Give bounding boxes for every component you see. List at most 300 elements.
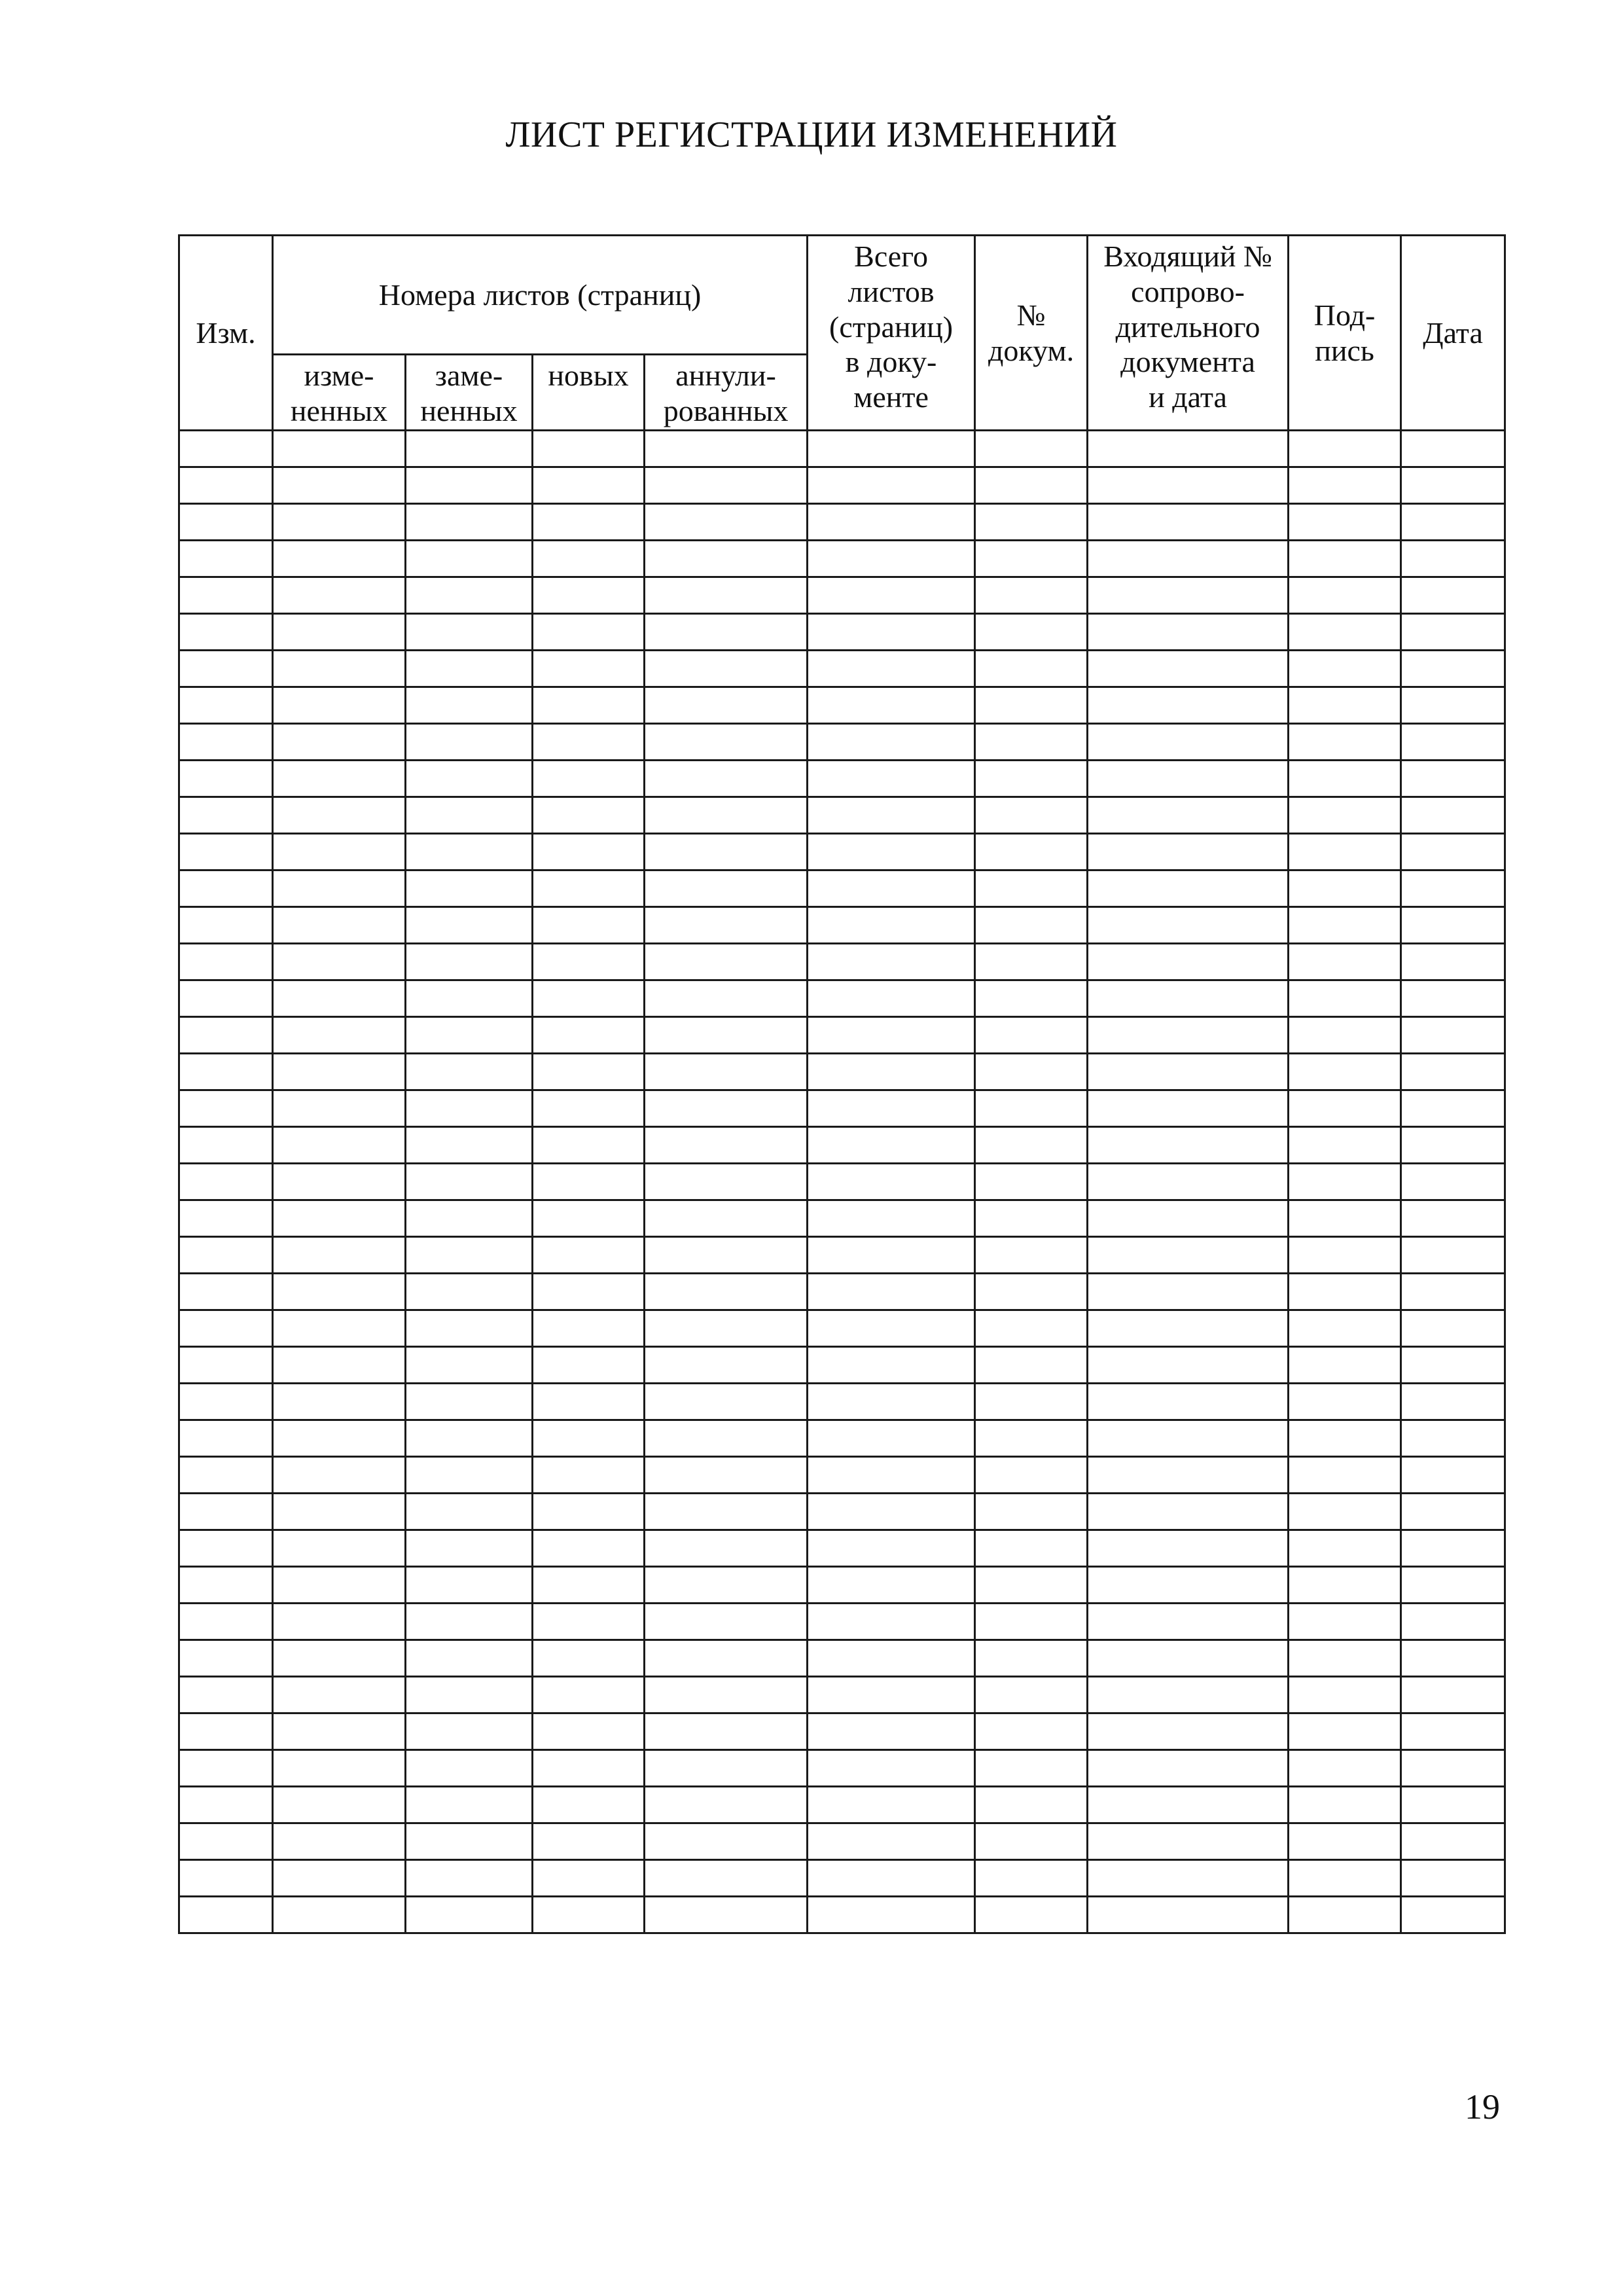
table-row [179, 1530, 1505, 1567]
table-cell [406, 1897, 533, 1933]
table-cell [975, 577, 1088, 614]
table-cell [1289, 1347, 1401, 1384]
table-cell [808, 1127, 975, 1164]
table-cell [808, 1567, 975, 1604]
table-cell [975, 1640, 1088, 1677]
table-cell [273, 1127, 406, 1164]
table-cell [273, 541, 406, 577]
table-cell [273, 467, 406, 504]
table-cell [808, 467, 975, 504]
table-row [179, 834, 1505, 870]
table-row [179, 1384, 1505, 1420]
table-cell [1401, 1164, 1505, 1200]
table-cell [179, 1787, 273, 1823]
header-changed: изме- ненных [273, 355, 406, 431]
table-cell [179, 980, 273, 1017]
table-cell [808, 1457, 975, 1494]
table-cell [1088, 1017, 1289, 1054]
table-cell [975, 1420, 1088, 1457]
table-cell [1401, 907, 1505, 944]
table-cell [1088, 870, 1289, 907]
table-cell [533, 1567, 645, 1604]
table-cell [1401, 1420, 1505, 1457]
table-cell [273, 797, 406, 834]
header-incoming-document: Входящий № сопрово- дительного документа и дата [1088, 236, 1289, 431]
table-cell [406, 1860, 533, 1897]
table-cell [406, 1567, 533, 1604]
table-cell [533, 651, 645, 687]
table-cell [645, 431, 808, 467]
table-row [179, 431, 1505, 467]
table-cell [406, 724, 533, 761]
table-cell [179, 541, 273, 577]
table-cell [1289, 1567, 1401, 1604]
table-cell [179, 1127, 273, 1164]
table-row [179, 797, 1505, 834]
table-cell [808, 1090, 975, 1127]
table-cell [533, 944, 645, 980]
table-cell [645, 687, 808, 724]
table-cell [975, 980, 1088, 1017]
table-cell [645, 834, 808, 870]
table-cell [975, 944, 1088, 980]
table-cell [1289, 1090, 1401, 1127]
table-cell [1289, 1054, 1401, 1090]
table-cell [1088, 1310, 1289, 1347]
table-cell [1401, 980, 1505, 1017]
table-cell [808, 1237, 975, 1274]
table-row [179, 1823, 1505, 1860]
table-cell [273, 1384, 406, 1420]
table-cell [1088, 1274, 1289, 1310]
table-cell [645, 1127, 808, 1164]
table-cell [975, 1823, 1088, 1860]
table-cell [179, 1750, 273, 1787]
table-cell [179, 1164, 273, 1200]
table-cell [645, 1384, 808, 1420]
table-cell [645, 1090, 808, 1127]
table-cell [1289, 1640, 1401, 1677]
table-cell [808, 797, 975, 834]
table-row [179, 1860, 1505, 1897]
table-cell [1088, 614, 1289, 651]
table-cell [179, 577, 273, 614]
table-cell [808, 1200, 975, 1237]
table-cell [1088, 980, 1289, 1017]
table-cell [1401, 1274, 1505, 1310]
table-cell [1401, 1384, 1505, 1420]
table-cell [975, 1164, 1088, 1200]
table-cell [406, 1787, 533, 1823]
table-cell [1088, 1750, 1289, 1787]
table-row [179, 467, 1505, 504]
table-row [179, 1567, 1505, 1604]
table-cell [179, 797, 273, 834]
table-cell [1401, 467, 1505, 504]
table-cell [1401, 614, 1505, 651]
table-cell [808, 651, 975, 687]
table-cell [1088, 541, 1289, 577]
table-cell [1289, 541, 1401, 577]
table-cell [179, 651, 273, 687]
table-cell [533, 1604, 645, 1640]
table-cell [1401, 944, 1505, 980]
table-cell [645, 1200, 808, 1237]
table-cell [975, 1787, 1088, 1823]
table-cell [273, 1530, 406, 1567]
table-row [179, 980, 1505, 1017]
table-cell [1401, 1237, 1505, 1274]
table-row [179, 761, 1505, 797]
table-cell [533, 724, 645, 761]
table-cell [808, 1897, 975, 1933]
table-cell [1289, 504, 1401, 541]
header-total-sheets: Всего листов (страниц) в доку- менте [808, 236, 975, 431]
table-cell [1289, 1384, 1401, 1420]
table-row [179, 614, 1505, 651]
table-cell [533, 687, 645, 724]
table-cell [808, 1164, 975, 1200]
table-cell [273, 1090, 406, 1127]
table-cell [273, 1604, 406, 1640]
table-cell [975, 1237, 1088, 1274]
table-cell [179, 1897, 273, 1933]
table-cell [1401, 1860, 1505, 1897]
table-cell [406, 834, 533, 870]
table-cell [273, 1054, 406, 1090]
table-cell [1401, 1347, 1505, 1384]
table-cell [1289, 614, 1401, 651]
table-cell [1289, 980, 1401, 1017]
table-cell [406, 687, 533, 724]
table-cell [645, 1677, 808, 1713]
table-cell [645, 761, 808, 797]
table-cell [179, 1677, 273, 1713]
table-cell [808, 1347, 975, 1384]
table-cell [975, 1384, 1088, 1420]
table-cell [1289, 1604, 1401, 1640]
table-cell [1088, 1420, 1289, 1457]
table-cell [273, 761, 406, 797]
table-row [179, 1090, 1505, 1127]
table-cell [975, 467, 1088, 504]
table-cell [975, 1677, 1088, 1713]
table-cell [645, 1237, 808, 1274]
table-cell [406, 1347, 533, 1384]
table-cell [808, 1860, 975, 1897]
table-cell [1401, 577, 1505, 614]
table-cell [406, 1750, 533, 1787]
table-cell [273, 1457, 406, 1494]
table-cell [273, 1164, 406, 1200]
table-row [179, 1054, 1505, 1090]
table-cell [808, 687, 975, 724]
table-cell [1401, 1787, 1505, 1823]
table-cell [1401, 1567, 1505, 1604]
table-cell [179, 431, 273, 467]
table-cell [975, 614, 1088, 651]
table-cell [179, 1567, 273, 1604]
table-cell [406, 1677, 533, 1713]
table-cell [645, 1823, 808, 1860]
table-cell [179, 1713, 273, 1750]
table-cell [1088, 1897, 1289, 1933]
table-cell [1289, 1420, 1401, 1457]
table-cell [1088, 1604, 1289, 1640]
table-cell [533, 1164, 645, 1200]
table-cell [273, 614, 406, 651]
table-cell [1401, 1823, 1505, 1860]
table-cell [808, 1713, 975, 1750]
table-cell [406, 1237, 533, 1274]
table-cell [808, 431, 975, 467]
table-cell [975, 1347, 1088, 1384]
table-cell [273, 1494, 406, 1530]
table-cell [1088, 1530, 1289, 1567]
table-row [179, 541, 1505, 577]
table-cell [1088, 944, 1289, 980]
table-cell [645, 1347, 808, 1384]
table-cell [645, 1017, 808, 1054]
table-cell [179, 1604, 273, 1640]
table-cell [975, 834, 1088, 870]
table-cell [975, 1713, 1088, 1750]
table-cell [533, 797, 645, 834]
table-cell [975, 870, 1088, 907]
table-cell [273, 834, 406, 870]
table-cell [179, 907, 273, 944]
table-cell [179, 1420, 273, 1457]
header-signature: Под- пись [1289, 236, 1401, 431]
table-cell [645, 467, 808, 504]
table-cell [1401, 504, 1505, 541]
table-cell [645, 1310, 808, 1347]
table-cell [533, 1237, 645, 1274]
table-cell [1289, 1237, 1401, 1274]
table-cell [975, 431, 1088, 467]
table-cell [273, 1677, 406, 1713]
table-body [179, 431, 1505, 1933]
table-cell [1289, 1530, 1401, 1567]
header-new: новых [533, 355, 645, 431]
table-cell [533, 1457, 645, 1494]
table-cell [1289, 577, 1401, 614]
table-row [179, 1494, 1505, 1530]
table-cell [1289, 761, 1401, 797]
table-cell [1088, 1494, 1289, 1530]
table-cell [273, 1713, 406, 1750]
table-cell [1289, 907, 1401, 944]
table-cell [1289, 1274, 1401, 1310]
table-row [179, 1604, 1505, 1640]
table-cell [406, 1530, 533, 1567]
table-cell [533, 1750, 645, 1787]
table-row [179, 1750, 1505, 1787]
table-row [179, 1164, 1505, 1200]
table-cell [975, 1457, 1088, 1494]
table-cell [533, 1897, 645, 1933]
table-cell [1088, 1823, 1289, 1860]
table-cell [273, 504, 406, 541]
table-cell [1088, 1677, 1289, 1713]
table-cell [645, 944, 808, 980]
table-cell [645, 577, 808, 614]
table-row [179, 1347, 1505, 1384]
table-cell [645, 797, 808, 834]
table-cell [645, 1713, 808, 1750]
table-cell [406, 1713, 533, 1750]
table-cell [1088, 1127, 1289, 1164]
table-cell [645, 1567, 808, 1604]
table-cell [1088, 1090, 1289, 1127]
table-cell [533, 1384, 645, 1420]
table-cell [1289, 1860, 1401, 1897]
table-cell [533, 1860, 645, 1897]
table-cell [1289, 431, 1401, 467]
table-row [179, 504, 1505, 541]
table-cell [1289, 1200, 1401, 1237]
table-cell [179, 1384, 273, 1420]
table-row [179, 1640, 1505, 1677]
table-cell [273, 1200, 406, 1237]
table-cell [273, 651, 406, 687]
table-cell [808, 1054, 975, 1090]
table-cell [273, 1787, 406, 1823]
table-cell [808, 907, 975, 944]
table-cell [179, 870, 273, 907]
table-cell [533, 614, 645, 651]
table-cell [975, 1530, 1088, 1567]
table-row [179, 944, 1505, 980]
table-cell [533, 1090, 645, 1127]
table-cell [406, 1384, 533, 1420]
table-cell [533, 1823, 645, 1860]
table-cell [1401, 1494, 1505, 1530]
table-cell [179, 1200, 273, 1237]
table-cell [273, 687, 406, 724]
table-cell [808, 1823, 975, 1860]
table-cell [975, 1200, 1088, 1237]
table-cell [179, 724, 273, 761]
table-cell [1401, 1310, 1505, 1347]
table-cell [273, 944, 406, 980]
table-cell [1088, 467, 1289, 504]
table-cell [808, 1640, 975, 1677]
table-cell [406, 1054, 533, 1090]
table-cell [1401, 761, 1505, 797]
table-cell [645, 651, 808, 687]
table-cell [1401, 724, 1505, 761]
table-cell [1289, 1310, 1401, 1347]
table-cell [645, 1164, 808, 1200]
table-row [179, 1420, 1505, 1457]
table-cell [808, 541, 975, 577]
table-cell [808, 1310, 975, 1347]
table-cell [1289, 687, 1401, 724]
table-cell [533, 1640, 645, 1677]
table-cell [1289, 834, 1401, 870]
table-cell [1401, 1750, 1505, 1787]
table-row [179, 907, 1505, 944]
table-cell [533, 1787, 645, 1823]
table-cell [1088, 1860, 1289, 1897]
table-cell [273, 1860, 406, 1897]
table-cell [533, 1420, 645, 1457]
table-cell [975, 1750, 1088, 1787]
table-cell [273, 1823, 406, 1860]
table-cell [273, 1347, 406, 1384]
table-cell [645, 870, 808, 907]
table-cell [179, 1237, 273, 1274]
table-cell [533, 870, 645, 907]
table-cell [975, 1054, 1088, 1090]
table-cell [533, 1713, 645, 1750]
table-cell [1289, 1164, 1401, 1200]
header-sheet-numbers: Номера листов (страниц) [273, 236, 808, 355]
table-cell [1289, 467, 1401, 504]
table-cell [975, 1494, 1088, 1530]
table-cell [1401, 1604, 1505, 1640]
table-row [179, 1127, 1505, 1164]
table-cell [533, 504, 645, 541]
table-row [179, 1457, 1505, 1494]
table-cell [975, 1567, 1088, 1604]
table-cell [1088, 724, 1289, 761]
table-cell [273, 1017, 406, 1054]
table-cell [1401, 687, 1505, 724]
table-cell [179, 1457, 273, 1494]
table-cell [406, 467, 533, 504]
table-cell [179, 1860, 273, 1897]
table-cell [406, 944, 533, 980]
table-cell [975, 541, 1088, 577]
table-cell [533, 1347, 645, 1384]
table-cell [808, 1787, 975, 1823]
table-cell [975, 1090, 1088, 1127]
table-cell [1401, 1090, 1505, 1127]
table-cell [179, 687, 273, 724]
table-cell [179, 1310, 273, 1347]
table-cell [179, 1530, 273, 1567]
table-cell [645, 1604, 808, 1640]
table-cell [273, 1274, 406, 1310]
table-cell [1401, 870, 1505, 907]
table-cell [808, 1017, 975, 1054]
table-cell [1088, 1384, 1289, 1420]
table-cell [645, 1640, 808, 1677]
table-cell [1088, 834, 1289, 870]
header-replaced: заме- ненных [406, 355, 533, 431]
table-cell [645, 907, 808, 944]
table-cell [273, 724, 406, 761]
table-cell [1088, 687, 1289, 724]
table-cell [975, 724, 1088, 761]
table-cell [808, 761, 975, 797]
table-cell [975, 1860, 1088, 1897]
table-cell [808, 834, 975, 870]
table-cell [406, 1604, 533, 1640]
table-cell [533, 1017, 645, 1054]
table-cell [808, 504, 975, 541]
table-cell [533, 577, 645, 614]
table-cell [1289, 1750, 1401, 1787]
table-cell [533, 907, 645, 944]
table-cell [1088, 797, 1289, 834]
table-cell [1401, 1200, 1505, 1237]
table-cell [645, 1750, 808, 1787]
table-cell [1088, 1347, 1289, 1384]
table-cell [1401, 1640, 1505, 1677]
